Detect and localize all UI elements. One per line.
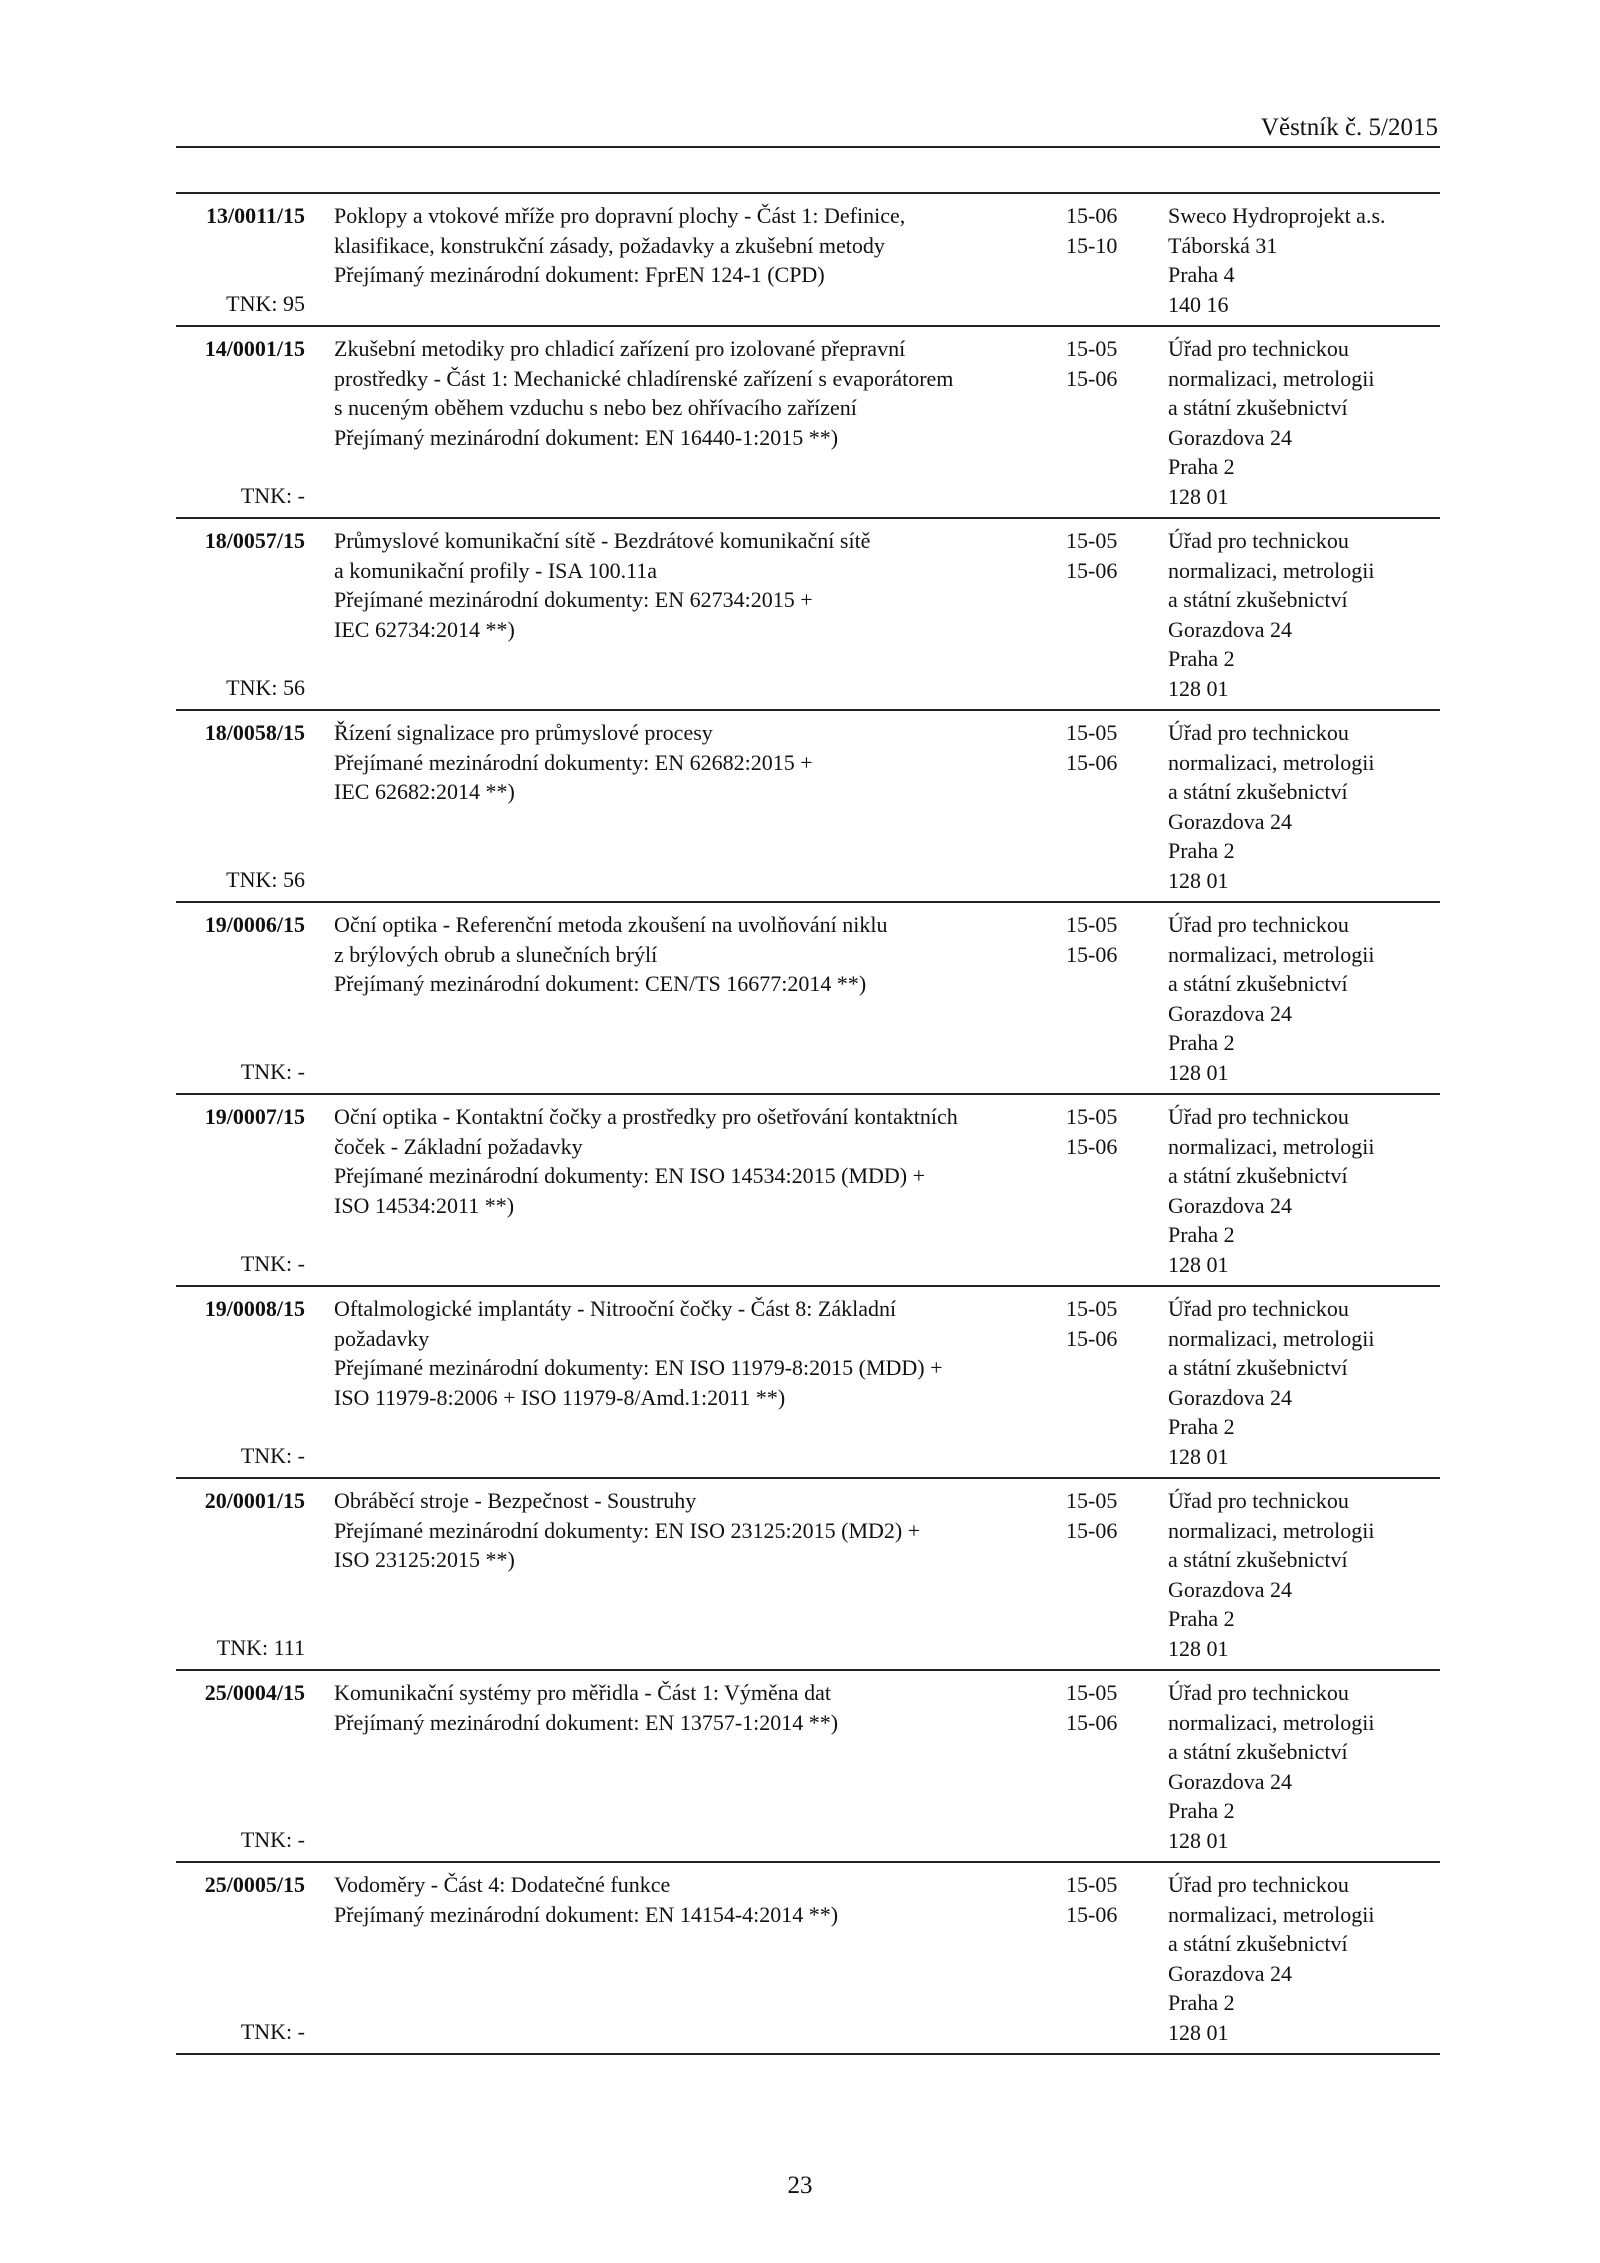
entry-tnk: TNK: - bbox=[240, 1250, 305, 1276]
organization-line: a státní zkušebnictví bbox=[1168, 1355, 1348, 1380]
organization-line: normalizaci, metrologii bbox=[1168, 1133, 1375, 1159]
date-value: 15-05 bbox=[1066, 1488, 1118, 1513]
organization-line: 128 01 bbox=[1168, 1635, 1229, 1661]
entry-dates bbox=[1066, 1486, 1156, 1545]
entry-organization bbox=[1168, 1678, 1440, 1855]
entry-id-cell bbox=[176, 1486, 305, 1662]
description-line: ISO 23125:2015 **) bbox=[334, 1547, 515, 1572]
entry-description bbox=[334, 526, 1034, 644]
entry-id: 25/0004/15 bbox=[204, 1680, 305, 1705]
description-line: ISO 14534:2011 **) bbox=[334, 1192, 515, 1218]
table-row bbox=[176, 711, 1440, 903]
date-value: 15-06 bbox=[1066, 1325, 1118, 1351]
organization-line: 128 01 bbox=[1168, 867, 1229, 893]
entry-tnk: TNK: - bbox=[240, 482, 305, 508]
entry-description bbox=[334, 1678, 1034, 1737]
description-line: Přejímaný mezinárodní dokument: EN 16440-1:2015 **) bbox=[334, 424, 839, 450]
description-line: Přejímaný mezinárodní dokument: FprEN 124-1 (CPD) bbox=[334, 262, 825, 287]
entry-dates bbox=[1066, 526, 1156, 585]
description-line: Oční optika - Kontaktní čočky a prostředky pro ošetřování kontaktních bbox=[334, 1104, 958, 1129]
organization-line: Gorazdova 24 bbox=[1168, 1000, 1293, 1026]
entry-id: 18/0057/15 bbox=[204, 528, 305, 553]
entry-dates bbox=[1066, 1102, 1156, 1161]
description-line: IEC 62682:2014 **) bbox=[334, 779, 515, 804]
description-line: Komunikační systémy pro měřidla - Část 1: Výměna dat bbox=[334, 1680, 831, 1705]
organization-line: a státní zkušebnictví bbox=[1168, 779, 1348, 804]
date-value: 15-05 bbox=[1066, 720, 1118, 745]
description-line: IEC 62734:2014 **) bbox=[334, 616, 515, 642]
description-line: a komunikační profily - ISA 100.11a bbox=[334, 557, 658, 583]
description-line: Průmyslové komunikační sítě - Bezdrátové komunikační sítě bbox=[334, 528, 871, 553]
entry-description bbox=[334, 1870, 1034, 1929]
organization-line: Úřad pro technickou bbox=[1168, 528, 1349, 553]
entry-id-cell bbox=[176, 1102, 305, 1278]
date-value: 15-06 bbox=[1066, 203, 1118, 228]
organization-line: 128 01 bbox=[1168, 483, 1229, 509]
organization-line: Gorazdova 24 bbox=[1168, 1768, 1293, 1794]
table-row bbox=[176, 194, 1440, 327]
organization-line: Úřad pro technickou bbox=[1168, 1296, 1349, 1321]
organization-line: Táborská 31 bbox=[1168, 232, 1278, 258]
entry-organization bbox=[1168, 201, 1440, 319]
description-line: Přejímané mezinárodní dokumenty: EN ISO 11979-8:2015 (MDD) + bbox=[334, 1355, 943, 1380]
standards-table bbox=[176, 192, 1440, 2055]
entry-dates bbox=[1066, 1294, 1156, 1353]
organization-line: Gorazdova 24 bbox=[1168, 808, 1293, 834]
entry-tnk: TNK: 111 bbox=[216, 1634, 305, 1660]
organization-line: Gorazdova 24 bbox=[1168, 1960, 1293, 1986]
date-value: 15-06 bbox=[1066, 1517, 1118, 1543]
entry-id: 13/0011/15 bbox=[205, 203, 305, 228]
organization-line: Praha 2 bbox=[1168, 646, 1235, 671]
entry-organization bbox=[1168, 526, 1440, 703]
date-value: 15-05 bbox=[1066, 528, 1118, 553]
date-value: 15-06 bbox=[1066, 365, 1118, 391]
entry-tnk: TNK: - bbox=[240, 1826, 305, 1852]
date-value: 15-05 bbox=[1066, 1680, 1118, 1705]
description-line: prostředky - Část 1: Mechanické chladírenské zařízení s evaporátorem bbox=[334, 365, 954, 391]
organization-line: Gorazdova 24 bbox=[1168, 1576, 1293, 1602]
table-row bbox=[176, 1479, 1440, 1671]
date-value: 15-05 bbox=[1066, 1104, 1118, 1129]
entry-organization bbox=[1168, 1486, 1440, 1663]
date-value: 15-06 bbox=[1066, 1901, 1118, 1927]
entry-organization bbox=[1168, 1294, 1440, 1471]
entry-id-cell bbox=[176, 201, 305, 318]
table-row bbox=[176, 1671, 1440, 1863]
entry-description bbox=[334, 334, 1034, 452]
organization-line: normalizaci, metrologii bbox=[1168, 1517, 1375, 1543]
entry-id-cell bbox=[176, 1678, 305, 1854]
description-line: Přejímané mezinárodní dokumenty: EN ISO 14534:2015 (MDD) + bbox=[334, 1163, 926, 1188]
organization-line: a státní zkušebnictví bbox=[1168, 587, 1348, 612]
organization-line: Praha 2 bbox=[1168, 454, 1235, 479]
description-line: ISO 11979-8:2006 + ISO 11979-8/Amd.1:2011 **) bbox=[334, 1384, 786, 1410]
entry-description bbox=[334, 718, 1034, 807]
organization-line: 128 01 bbox=[1168, 675, 1229, 701]
entry-id-cell bbox=[176, 718, 305, 894]
entry-tnk: TNK: - bbox=[240, 1442, 305, 1468]
entry-id-cell bbox=[176, 1294, 305, 1470]
description-line: Přejímaný mezinárodní dokument: EN 14154-4:2014 **) bbox=[334, 1901, 839, 1927]
entry-id-cell bbox=[176, 526, 305, 702]
entry-tnk: TNK: 56 bbox=[226, 674, 305, 700]
entry-id-cell bbox=[176, 334, 305, 510]
organization-line: Praha 2 bbox=[1168, 1990, 1235, 2015]
entry-id: 14/0001/15 bbox=[204, 336, 305, 361]
entry-id: 25/0005/15 bbox=[204, 1872, 305, 1897]
entry-tnk: TNK: - bbox=[240, 2018, 305, 2044]
entry-dates bbox=[1066, 334, 1156, 393]
organization-line: a státní zkušebnictví bbox=[1168, 395, 1348, 420]
entry-id: 18/0058/15 bbox=[204, 720, 305, 745]
organization-line: 128 01 bbox=[1168, 1251, 1229, 1277]
date-value: 15-05 bbox=[1066, 1872, 1118, 1897]
description-line: Obráběcí stroje - Bezpečnost - Soustruhy bbox=[334, 1488, 697, 1513]
entry-organization bbox=[1168, 1870, 1440, 2047]
organization-line: Úřad pro technickou bbox=[1168, 1680, 1349, 1705]
organization-line: Praha 2 bbox=[1168, 1606, 1235, 1631]
description-line: Přejímané mezinárodní dokumenty: EN ISO 23125:2015 (MD2) + bbox=[334, 1517, 921, 1543]
description-line: Řízení signalizace pro průmyslové procesy bbox=[334, 720, 713, 745]
entry-tnk: TNK: - bbox=[240, 1058, 305, 1084]
entry-description bbox=[334, 201, 1034, 290]
description-line: požadavky bbox=[334, 1325, 430, 1351]
date-value: 15-06 bbox=[1066, 1709, 1118, 1735]
date-value: 15-06 bbox=[1066, 941, 1118, 967]
entry-organization bbox=[1168, 718, 1440, 895]
organization-line: normalizaci, metrologii bbox=[1168, 941, 1375, 967]
organization-line: Úřad pro technickou bbox=[1168, 336, 1349, 361]
date-value: 15-05 bbox=[1066, 912, 1118, 937]
entry-organization bbox=[1168, 334, 1440, 511]
entry-dates bbox=[1066, 1870, 1156, 1929]
organization-line: Úřad pro technickou bbox=[1168, 1104, 1349, 1129]
entry-description bbox=[334, 1294, 1034, 1412]
entry-dates bbox=[1066, 718, 1156, 777]
organization-line: 128 01 bbox=[1168, 1443, 1229, 1469]
table-row bbox=[176, 327, 1440, 519]
description-line: Přejímaný mezinárodní dokument: CEN/TS 16677:2014 **) bbox=[334, 971, 867, 996]
table-row bbox=[176, 1863, 1440, 2055]
organization-line: Gorazdova 24 bbox=[1168, 616, 1293, 642]
organization-line: Gorazdova 24 bbox=[1168, 1192, 1293, 1218]
organization-line: Úřad pro technickou bbox=[1168, 720, 1349, 745]
date-value: 15-06 bbox=[1066, 557, 1118, 583]
organization-line: normalizaci, metrologii bbox=[1168, 1325, 1375, 1351]
organization-line: Gorazdova 24 bbox=[1168, 424, 1293, 450]
description-line: z brýlových obrub a slunečních brýlí bbox=[334, 941, 658, 967]
organization-line: 128 01 bbox=[1168, 1827, 1229, 1853]
entry-dates bbox=[1066, 1678, 1156, 1737]
entry-id: 20/0001/15 bbox=[204, 1488, 305, 1513]
organization-line: Gorazdova 24 bbox=[1168, 1384, 1293, 1410]
organization-line: Praha 2 bbox=[1168, 1798, 1235, 1823]
page-number: 23 bbox=[787, 2172, 813, 2199]
organization-line: Úřad pro technickou bbox=[1168, 1488, 1349, 1513]
description-line: Oční optika - Referenční metoda zkoušení na uvolňování niklu bbox=[334, 912, 888, 937]
organization-line: normalizaci, metrologii bbox=[1168, 365, 1375, 391]
organization-line: Praha 2 bbox=[1168, 1414, 1235, 1439]
organization-line: Praha 2 bbox=[1168, 1222, 1235, 1247]
description-line: Zkušební metodiky pro chladicí zařízení pro izolované přepravní bbox=[334, 336, 906, 361]
description-line: Oftalmologické implantáty - Nitrooční čočky - Část 8: Základní bbox=[334, 1296, 897, 1321]
table-row bbox=[176, 1287, 1440, 1479]
organization-line: 128 01 bbox=[1168, 2019, 1229, 2045]
entry-dates bbox=[1066, 910, 1156, 969]
organization-line: a státní zkušebnictví bbox=[1168, 1931, 1348, 1956]
organization-line: Sweco Hydroprojekt a.s. bbox=[1168, 203, 1386, 228]
entry-id-cell bbox=[176, 910, 305, 1086]
description-line: Přejímané mezinárodní dokumenty: EN 62682:2015 + bbox=[334, 749, 813, 775]
entry-dates bbox=[1066, 201, 1156, 260]
description-line: Přejímané mezinárodní dokumenty: EN 62734:2015 + bbox=[334, 587, 813, 612]
entry-description bbox=[334, 910, 1034, 999]
entry-id: 19/0008/15 bbox=[204, 1296, 305, 1321]
description-line: s nuceným oběhem vzduchu s nebo bez ohřívacího zařízení bbox=[334, 395, 857, 420]
journal-title: Věstník č. 5/2015 bbox=[1260, 114, 1438, 141]
description-line: klasifikace, konstrukční zásady, požadavky a zkušební metody bbox=[334, 232, 885, 258]
organization-line: normalizaci, metrologii bbox=[1168, 749, 1375, 775]
entry-organization bbox=[1168, 910, 1440, 1087]
organization-line: normalizaci, metrologii bbox=[1168, 1901, 1375, 1927]
date-value: 15-06 bbox=[1066, 749, 1118, 775]
table-row bbox=[176, 519, 1440, 711]
description-line: Přejímaný mezinárodní dokument: EN 13757-1:2014 **) bbox=[334, 1709, 839, 1735]
entry-id: 19/0006/15 bbox=[204, 912, 305, 937]
entry-description bbox=[334, 1486, 1034, 1575]
entry-tnk: TNK: 95 bbox=[226, 290, 305, 316]
organization-line: normalizaci, metrologii bbox=[1168, 1709, 1375, 1735]
organization-line: Úřad pro technickou bbox=[1168, 1872, 1349, 1897]
table-row bbox=[176, 903, 1440, 1095]
organization-line: Praha 2 bbox=[1168, 838, 1235, 863]
organization-line: Praha 2 bbox=[1168, 1030, 1235, 1055]
date-value: 15-10 bbox=[1066, 232, 1118, 258]
organization-line: Úřad pro technickou bbox=[1168, 912, 1349, 937]
table-row bbox=[176, 1095, 1440, 1287]
date-value: 15-05 bbox=[1066, 336, 1118, 361]
organization-line: a státní zkušebnictví bbox=[1168, 1739, 1348, 1764]
page-header bbox=[176, 110, 1440, 148]
entry-id: 19/0007/15 bbox=[204, 1104, 305, 1129]
entry-description bbox=[334, 1102, 1034, 1220]
description-line: čoček - Základní požadavky bbox=[334, 1133, 583, 1159]
organization-line: a státní zkušebnictví bbox=[1168, 971, 1348, 996]
entry-id-cell bbox=[176, 1870, 305, 2046]
entry-tnk: TNK: 56 bbox=[226, 866, 305, 892]
entry-organization bbox=[1168, 1102, 1440, 1279]
organization-line: 140 16 bbox=[1168, 291, 1229, 317]
organization-line: 128 01 bbox=[1168, 1059, 1229, 1085]
organization-line: a státní zkušebnictví bbox=[1168, 1163, 1348, 1188]
description-line: Poklopy a vtokové mříže pro dopravní plochy - Část 1: Definice, bbox=[334, 203, 906, 228]
date-value: 15-05 bbox=[1066, 1296, 1118, 1321]
organization-line: a státní zkušebnictví bbox=[1168, 1547, 1348, 1572]
organization-line: normalizaci, metrologii bbox=[1168, 557, 1375, 583]
description-line: Vodoměry - Část 4: Dodatečné funkce bbox=[334, 1872, 671, 1897]
date-value: 15-06 bbox=[1066, 1133, 1118, 1159]
organization-line: Praha 4 bbox=[1168, 262, 1235, 287]
